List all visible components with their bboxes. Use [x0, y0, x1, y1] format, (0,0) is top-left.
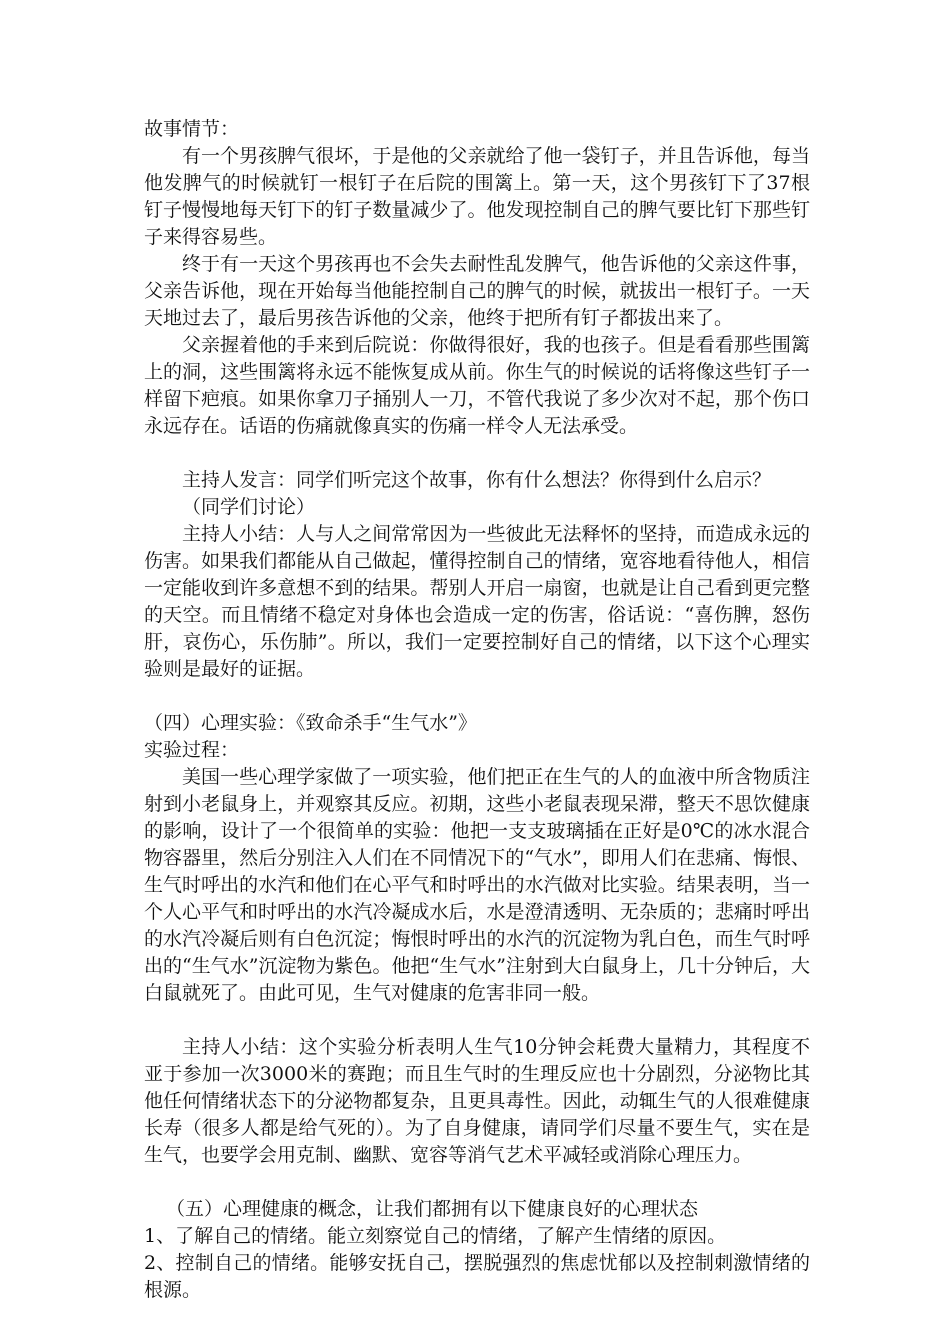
story-paragraph-2: 终于有一天这个男孩再也不会失去耐性乱发脾气，他告诉他的父亲这件事，父亲告诉他，现在开始每当他能控制自己的脾气的时候，就拔出一根钉子。一天天地过去了，最后男孩告诉他的父亲，他终于把所有钉子都拔出来了。	[144, 253, 810, 329]
host-summary-2: 主持人小结：这个实验分析表明人生气10分钟会耗费大量精力，其程度不亚于参加一次3000米的赛跑；而且生气时的生理反应也十分剧烈，分泌物比其他任何情绪状态下的分泌物都复杂，且更具毒性。因此，动辄生气的人很难健康长寿（很多人都是给气死的）。为了自身健康，请同学们尽量不要生气，实在是生气，也要学会用克制、幽默、宽容等消气艺术平减轻或消除心理压力。	[144, 1036, 810, 1166]
spacer	[144, 1007, 810, 1034]
section-4-title: （四）心理实验：《致命杀手“生气水”》	[144, 712, 477, 734]
experiment-paragraph: 美国一些心理学家做了一项实验，他们把正在生气的人的血液中所含物质注射到小老鼠身上，并观察其反应。初期，这些小老鼠表现呆滞，整天不思饮健康的影响，设计了一个很简单的实验：他把一支支玻璃插在正好是0℃的冰水混合物容器里，然后分别注入人们在不同情况下的“气水”，即用人们在悲痛、悔恨、生气时呼出的水汽和他们在心平气和时呼出的水汽做对比实验。结果表明，当一个人心平气和时呼出的水汽冷凝成水后，水是澄清透明、无杂质的；悲痛时呼出的水汽冷凝后则有白色沉淀；悔恨时呼出的水汽的沉淀物为乳白色，而生气时呼出的“生气水”沉淀物为紫色。他把“生气水”注射到大白鼠身上，几十分钟后，大白鼠就死了。由此可见，生气对健康的危害非同一般。	[144, 766, 810, 1004]
story-paragraph-1: 有一个男孩脾气很坏，于是他的父亲就给了他一袋钉子，并且告诉他，每当他发脾气的时候就钉一根钉子在后院的围篱上。第一天，这个男孩钉下了37根钉子慢慢地每天钉下的钉子数量减少了。他发现控制自己的脾气要比钉下那些钉子来得容易些。	[144, 145, 810, 248]
story-paragraph-3: 父亲握着他的手来到后院说：你做得很好，我的也孩子。但是看看那些围篱上的洞，这些围篱将永远不能恢复成从前。你生气的时候说的话将像这些钉子一样留下疤痕。如果你拿刀子捅别人一刀，不管代我说了多少次对不起，那个伤口永远存在。话语的伤痛就像真实的伤痛一样令人无法承受。	[144, 334, 810, 437]
document-page	[144, 116, 810, 1304]
spacer	[144, 1169, 810, 1196]
discussion-note: （同学们讨论）	[182, 496, 316, 518]
list-item-1: 1、了解自己的情绪。能立刻察觉自己的情绪，了解产生情绪的原因。	[144, 1225, 727, 1247]
spacer	[144, 440, 810, 467]
story-label: 故事情节：	[144, 118, 240, 140]
process-label: 实验过程：	[144, 739, 240, 761]
host-summary-1: 主持人小结：人与人之间常常因为一些彼此无法释怀的坚持，而造成永远的伤害。如果我们都能从自己做起，懂得控制自己的情绪，宽容地看待他人，相信一定能收到许多意想不到的结果。帮别人开启一扇窗，也就是让自己看到更完整的天空。而且情绪不稳定对身体也会造成一定的伤害，俗话说：“喜伤脾，怒伤肝，哀伤心，乐伤肺”。所以，我们一定要控制好自己的情绪，以下这个心理实验则是最好的证据。	[144, 523, 810, 680]
spacer	[144, 683, 810, 710]
host-speech: 主持人发言：同学们听完这个故事，你有什么想法？你得到什么启示？	[182, 469, 772, 491]
list-item-2: 2、控制自己的情绪。能够安抚自己，摆脱强烈的焦虑忧郁以及控制刺激情绪的根源。	[144, 1252, 810, 1301]
section-5-title: （五）心理健康的概念，让我们都拥有以下健康良好的心理状态	[166, 1198, 699, 1220]
